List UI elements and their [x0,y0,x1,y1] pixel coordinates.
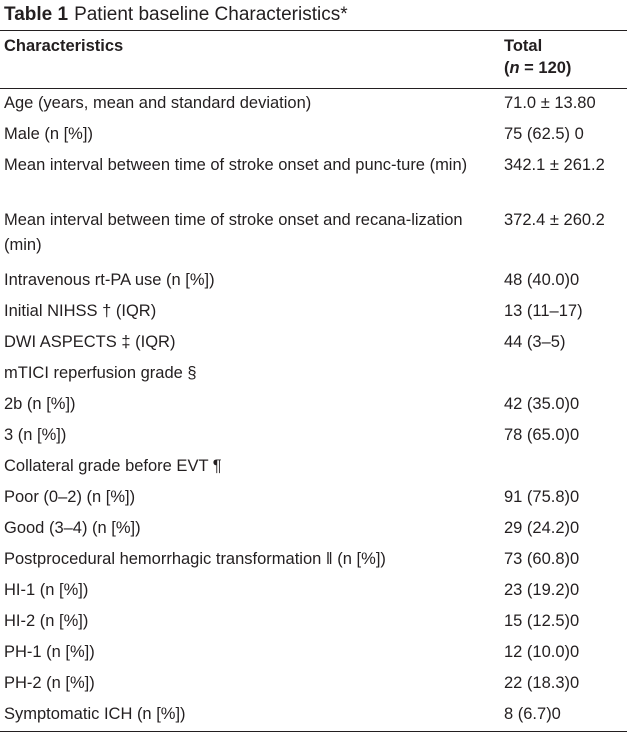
row-label: 2b (n [%]) [4,395,76,413]
table-row [0,299,627,330]
row-value: 75 (62.5) 0 [504,125,584,143]
row-label: Age (years, mean and standard deviation) [4,94,312,112]
column-header-open-paren: ( [504,59,510,77]
table-row [0,208,627,268]
row-label: HI-2 (n [%]) [4,612,89,630]
table-row [0,153,627,208]
table-row [0,578,627,609]
row-value: 71.0 ± 13.80 [504,94,596,112]
row-label: Initial NIHSS † (IQR) [4,302,157,320]
row-value: 8 (6.7)0 [504,705,561,723]
table-row [0,91,627,122]
table-row [0,702,627,733]
table-caption-text: Patient baseline Characteristics* [74,4,348,25]
table-top-rule [0,30,627,31]
table-row [0,423,627,454]
table-row [0,609,627,640]
table-caption [4,2,348,28]
row-label: PH-1 (n [%]) [4,643,95,661]
row-value: 372.4 ± 260.2 [504,211,605,229]
row-label: PH-2 (n [%]) [4,674,95,692]
column-header-total-line2 [504,57,571,79]
row-value: 13 (11–17) [504,302,583,320]
table-header-rule [0,88,627,89]
table-row [0,640,627,671]
column-header-n: n [509,59,520,77]
table-bottom-rule [0,731,627,732]
column-header-total-line1: Total [504,37,543,55]
row-value: 29 (24.2)0 [504,519,580,537]
row-label: Intravenous rt-PA use (n [%]) [4,271,215,289]
row-value: 23 (19.2)0 [504,581,580,599]
row-value: 15 (12.5)0 [504,612,580,630]
table-row [0,516,627,547]
table-row [0,671,627,702]
table-row [0,330,627,361]
table-body [0,91,627,733]
column-header-characteristics: Characteristics [4,37,124,55]
row-label: Mean interval between time of stroke onset and recana-lization (min) [4,211,463,254]
row-label: Good (3–4) (n [%]) [4,519,141,537]
row-label: Symptomatic ICH (n [%]) [4,705,186,723]
row-label: mTICI reperfusion grade § [4,364,197,382]
column-header-count: = 120) [519,59,572,77]
row-value: 44 (3–5) [504,333,566,351]
row-label: HI-1 (n [%]) [4,581,89,599]
row-label: Male (n [%]) [4,125,93,143]
row-value: 78 (65.0)0 [504,426,580,444]
table-row [0,268,627,299]
row-value: 91 (75.8)0 [504,488,580,506]
table-caption-label: Table 1 [4,4,69,25]
table-row [0,392,627,423]
table-row [0,122,627,153]
row-value: 22 (18.3)0 [504,674,580,692]
row-label: 3 (n [%]) [4,426,67,444]
row-value: 42 (35.0)0 [504,395,580,413]
row-label: Collateral grade before EVT ¶ [4,457,222,475]
table-row [0,454,627,485]
row-label: Postprocedural hemorrhagic transformation ‖ (n [%]) [4,550,386,568]
table-row [0,485,627,516]
column-header-total [504,35,571,79]
table-row [0,361,627,392]
table-row [0,547,627,578]
row-label: Poor (0–2) (n [%]) [4,488,136,506]
row-value: 12 (10.0)0 [504,643,580,661]
row-label: Mean interval between time of stroke onset and punc-ture (min) [4,156,468,174]
row-value: 48 (40.0)0 [504,271,580,289]
row-value: 73 (60.8)0 [504,550,580,568]
row-value: 342.1 ± 261.2 [504,156,605,174]
row-label: DWI ASPECTS ‡ (IQR) [4,333,176,351]
